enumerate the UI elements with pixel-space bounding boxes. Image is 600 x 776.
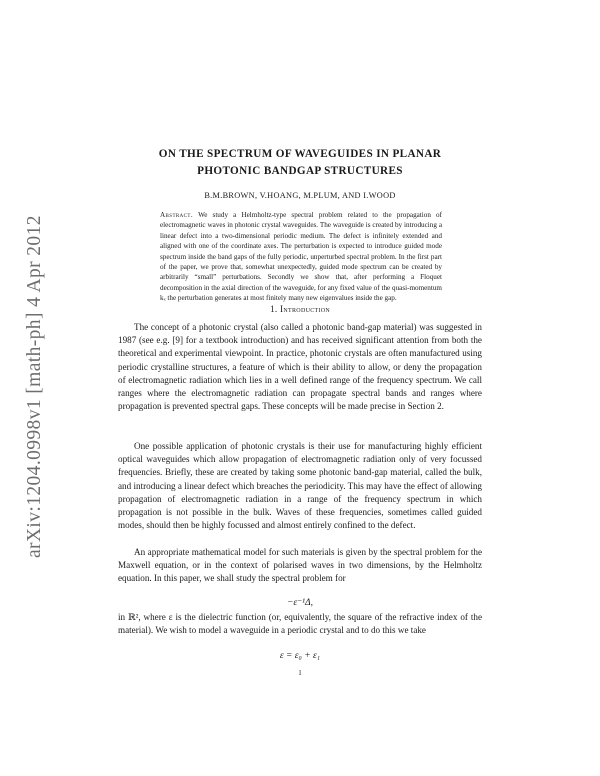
page-number: 1: [298, 669, 302, 677]
section-title: Introduction: [280, 304, 331, 314]
abstract-text: We study a Helmholtz-type spectral problem related to the propagation of electromagnetic waves in photonic crystal waveguides. The waveguide is created by introducing a linear defect into a two-dimensional periodic medium. The defect is infinitely extended and aligned with one of the coordinate axes. The perturbation is expected to introduce guided mode spectrum inside the band gaps of the fully periodic, unperturbed spectral problem. In the first part of the paper, we prove that, somewhat unexpectedly, guided mode spectrum can be created by arbitrarily “small” perturbations. Secondly we show that, after performing a Floquet decomposition in the axial direction of the waveguide, for any fixed value of the quasi-momentum kₓ the perturbation generates at most finitely many new eigenvalues inside the gap.: [160, 211, 442, 303]
title-line-1: ON THE SPECTRUM OF WAVEGUIDES IN PLANAR: [158, 148, 442, 160]
section-heading: [0, 304, 600, 314]
intro-paragraph-2: One possible application of photonic crystals is their use for manufacturing highly efficient optical waveguides which allow propagation of electromagnetic radiation only of very focussed frequencies. Briefly, these are created by taking some photonic band-gap material, called the bulk, and introducing a linear defect which breaches the periodicity. This may have the effect of allowing propagation of electromagnetic radiation in a range of the frequency spectrum in which propagation is not possible in the bulk. Waves of these frequencies, sometimes called guided modes, should then be highly focussed and almost entirely confined to the defect.: [118, 441, 482, 531]
title-line-2: PHOTONIC BANDGAP STRUCTURES: [197, 165, 403, 177]
equation-operator: −ε⁻¹Δ,: [287, 598, 313, 608]
abstract: [160, 210, 442, 304]
intro-paragraph-4: in ℝ², where ε is the dielectric function (or, equivalently, the square of the refractive index of the material). We wish to model a waveguide in a periodic crystal and to do this we take: [118, 612, 482, 636]
intro-paragraph-1: The concept of a photonic crystal (also called a photonic band-gap material) was suggested in 1987 (see e.g. [9] for a textbook introduction) and has received significant attention from both the theoretical and experimental viewpoint. In practice, photonic crystals are often manufactured using periodic crystalline structures, a feature of which is their ability to allow, or deny the propagation of electromagnetic radiation which lies in a well defined range of the frequency spectrum. We call ranges where the electromagnetic radiation can propagate spectral bands and ranges where propagation is prevented spectral gaps. These concepts will be made precise in Section 2.: [118, 322, 482, 412]
abstract-label: Abstract.: [160, 211, 194, 219]
equation-epsilon: ε = ε₀ + ε₁: [279, 651, 321, 661]
author-list: B.M.BROWN, V.HOANG, M.PLUM, AND I.WOOD: [204, 191, 396, 200]
paper-title: [0, 146, 600, 180]
arxiv-identifier: arXiv:1204.0998v1 [math-ph] 4 Apr 2012: [24, 215, 45, 558]
intro-paragraph-3: An appropriate mathematical model for such materials is given by the spectral problem for the Maxwell equation, or in the context of polarised waves in two dimensions, by the Helmholtz equation. In this paper, we shall study the spectral problem for: [118, 547, 482, 584]
section-number: 1.: [269, 304, 278, 314]
